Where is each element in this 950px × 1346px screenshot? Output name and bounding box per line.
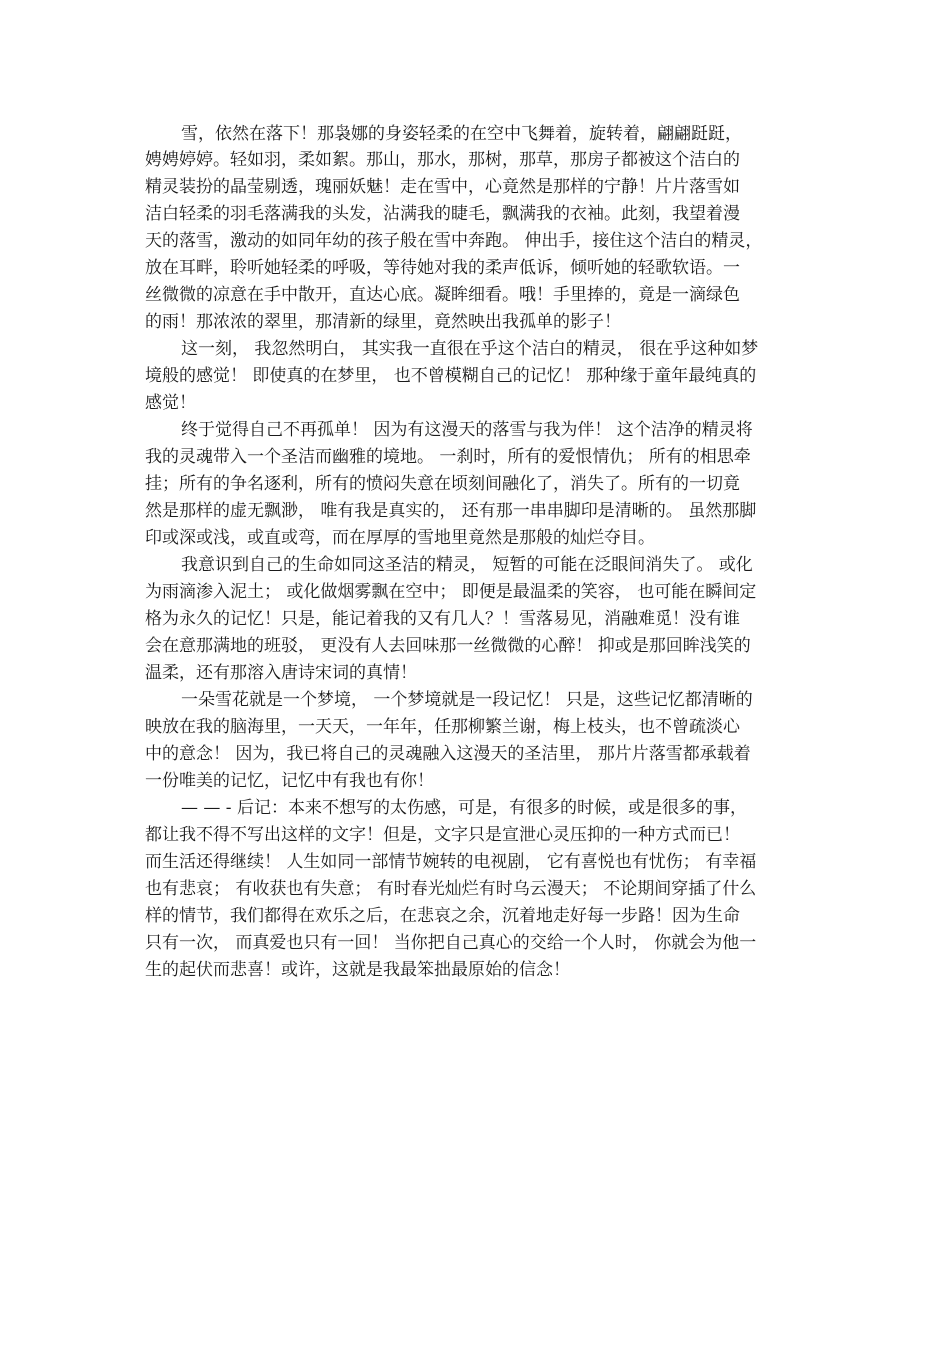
text-line: 天的落雪，激动的如同年幼的孩子般在雪中奔跑。 伸出手，接住这个洁白的精灵，: [145, 231, 763, 251]
text-line: 这一刻， 我忽然明白， 其实我一直很在乎这个洁白的精灵， 很在乎这种如梦: [181, 339, 759, 359]
text-line: 挂；所有的争名逐利，所有的愤闷失意在顷刻间融化了，消失了。所有的一切竟: [145, 474, 740, 494]
text-line: 样的情节，我们都得在欢乐之后，在悲哀之余，沉着地走好每一步路！因为生命: [145, 906, 740, 926]
text-line: 也有悲哀； 有收获也有失意； 有时春光灿烂有时乌云漫天； 不论期间穿插了什么: [145, 879, 757, 899]
text-line: 娉娉婷婷。轻如羽，柔如絮。那山，那水，那树，那草，那房子都被这个洁白的: [145, 150, 740, 170]
text-line: 终于觉得自己不再孤单！ 因为有这漫天的落雪与我为伴！ 这个洁净的精灵将: [181, 420, 753, 440]
text-line: 一份唯美的记忆，记忆中有我也有你！: [145, 771, 434, 791]
text-line: 丝微微的凉意在手中散开，直达心底。凝眸细看。哦！手里捧的，竟是一滴绿色: [145, 285, 740, 305]
text-line: 洁白轻柔的羽毛落满我的头发，沾满我的睫毛，飘满我的衣袖。此刻，我望着漫: [145, 204, 740, 224]
text-line: 生的起伏而悲喜！或许，这就是我最笨拙最原始的信念！: [145, 960, 570, 980]
text-line: 会在意那满地的班驳， 更没有人去回味那一丝微微的心醉！ 抑或是那回眸浅笑的: [145, 636, 751, 656]
text-line: 境般的感觉！ 即使真的在梦里， 也不曾模糊自己的记忆！ 那种缘于童年最纯真的: [145, 366, 757, 386]
text-line: 雪，依然在落下！那袅娜的身姿轻柔的在空中飞舞着，旋转着，翩翩跹跹，: [181, 124, 742, 144]
text-line: 温柔，还有那溶入唐诗宋词的真情！: [145, 663, 417, 683]
text-line: 中的意念！ 因为，我已将自己的灵魂融入这漫天的圣洁里， 那片片落雪都承载着: [145, 744, 751, 764]
text-line: 精灵装扮的晶莹剔透，瑰丽妖魅！走在雪中，心竟然是那样的宁静！片片落雪如: [145, 177, 740, 197]
text-line: 只有一次， 而真爱也只有一回！ 当你把自己真心的交给一个人时， 你就会为他一: [145, 933, 757, 953]
text-line: — — - 后记：本来不想写的太伤感，可是，有很多的时候，或是很多的事，: [181, 798, 747, 818]
text-line: 放在耳畔，聆听她轻柔的呼吸，等待她对我的柔声低诉，倾听她的轻歌软语。一: [145, 258, 740, 278]
text-line: 为雨滴渗入泥土； 或化做烟雾飘在空中； 即便是最温柔的笑容， 也可能在瞬间定: [145, 582, 757, 602]
text-line: 的雨！那浓浓的翠里，那清新的绿里，竟然映出我孤单的影子！: [145, 312, 621, 332]
text-line: 我意识到自己的生命如同这圣洁的精灵， 短暂的可能在泛眼间消失了。 或化: [181, 555, 753, 575]
text-line: 而生活还得继续！ 人生如同一部情节婉转的电视剧， 它有喜悦也有忧伤； 有幸福: [145, 852, 757, 872]
text-line: 我的灵魂带入一个圣洁而幽雅的境地。 一刹时，所有的爱恨情仇； 所有的相思牵: [145, 447, 751, 467]
text-line: 然是那样的虚无飘渺， 唯有我是真实的， 还有那一串串脚印是清晰的。 虽然那脚: [145, 501, 757, 521]
text-line: 感觉！: [145, 393, 196, 413]
text-line: 格为永久的记忆！只是，能记着我的又有几人？！雪落易见，消融难觅！没有谁: [145, 609, 740, 629]
text-line: 一朵雪花就是一个梦境， 一个梦境就是一段记忆！ 只是，这些记忆都清晰的: [181, 690, 753, 710]
text-line: 都让我不得不写出这样的文字！但是，文字只是宣泄心灵压抑的一种方式而已！: [145, 825, 740, 845]
text-line: 印或深或浅，或直或弯，而在厚厚的雪地里竟然是那般的灿烂夺目。: [145, 528, 655, 548]
text-line: 映放在我的脑海里，一天天，一年年，任那柳繁兰谢，梅上枝头，也不曾疏淡心: [145, 717, 740, 737]
